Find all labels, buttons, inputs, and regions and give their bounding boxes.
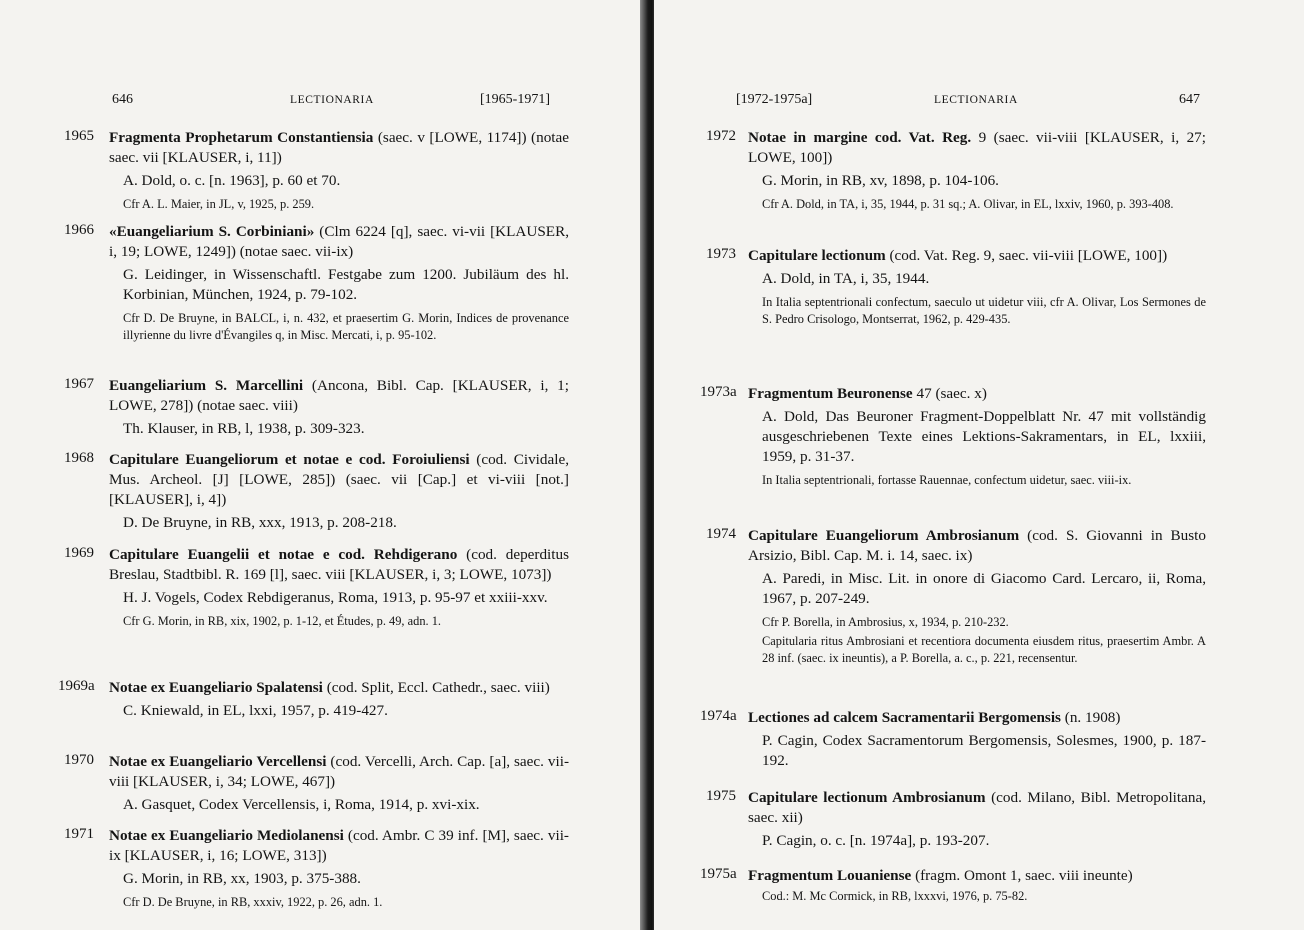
entry-number: 1965: [64, 128, 94, 144]
entry-number: 1968: [64, 450, 94, 466]
entry-number: 1969: [64, 545, 94, 561]
right-page-number: 647: [1179, 92, 1200, 107]
entry-detail: (cod. Vercelli, Arch. Cap. [a], saec. vii-viii [KLAUSER, i, 34; LOWE, 467]): [109, 753, 569, 790]
entry-number: 1967: [64, 376, 94, 392]
entry-detail: (Clm 6224 [q], saec. vi-vii [KLAUSER, i, 19; LOWE, 1249]) (notae saec. vii-ix): [109, 223, 569, 260]
entry-detail: (cod. Cividale, Mus. Archeol. [J] [LOWE, 285]) (saec. vii [Cap.] et vi-viii [not.] [KLAUSER], i, 4]): [109, 451, 569, 508]
entry-title: Lectiones ad calcem Sacramentarii Bergomensis: [748, 709, 1061, 726]
right-running-head: [654, 92, 1304, 112]
entry-citation: A. Dold, Das Beuroner Fragment-Doppelblatt Nr. 47 mit vollständig ausgeschriebenen Texte eines Lektions-Sakramentars, in EL, lxxiii, 1959, p. 31-37.: [762, 408, 1206, 465]
entry-number: 1970: [64, 752, 94, 768]
left-page: [0, 0, 644, 930]
entry-title: Capitulare lectionum: [748, 247, 886, 264]
entry-number: 1973a: [700, 384, 737, 400]
entry-detail: (n. 1908): [1060, 709, 1121, 726]
entry-citation: A. Paredi, in Misc. Lit. in onore di Giacomo Card. Lercaro, ii, Roma, 1967, p. 207-249.: [762, 570, 1206, 607]
entry-title: Fragmentum Louaniense: [748, 867, 912, 884]
entry-citation: P. Cagin, o. c. [n. 1974a], p. 193-207.: [762, 832, 990, 849]
entry-title: Fragmentum Beuronense: [748, 385, 913, 402]
entry-number: 1972: [706, 128, 736, 144]
entry-number: 1975a: [700, 866, 737, 882]
entry-citation: A. Dold, o. c. [n. 1963], p. 60 et 70.: [123, 172, 341, 189]
entry-title: Notae ex Euangeliario Mediolanensi: [109, 827, 344, 844]
left-page-number: 646: [112, 92, 133, 107]
entry-title: Capitulare lectionum Ambrosianum: [748, 789, 986, 806]
entry-title: Capitulare Euangeliorum Ambrosianum: [748, 527, 1020, 544]
entry-note: In Italia septentrionali confectum, saeculo ut uidetur viii, cfr A. Olivar, Los Sermones de S. Pedro Crisologo, Montserrat, 1962, p. 429-435.: [762, 295, 1206, 326]
entry-number: 1966: [64, 222, 94, 238]
entry-number: 1969a: [58, 678, 95, 694]
left-running-head: [0, 92, 644, 112]
entry-note-2: Capitularia ritus Ambrosiani et recentiora documenta eiusdem ritus, praesertim Ambr. A 28 inf. (saec. ix ineuntis), a P. Borella, a. c., p. 221, recensentur.: [762, 634, 1206, 665]
entry-note: Cfr A. Dold, in TA, i, 35, 1944, p. 31 sq.; A. Olivar, in EL, lxxiv, 1960, p. 393-408.: [762, 197, 1174, 211]
entry-citation: G. Morin, in RB, xv, 1898, p. 104-106.: [762, 172, 999, 189]
entry-citation: Th. Klauser, in RB, l, 1938, p. 309-323.: [123, 420, 365, 437]
entry-detail: 9 (saec. vii-viii [KLAUSER, i, 27; LOWE, 100]): [748, 129, 1206, 166]
right-range: [1972-1975a]: [736, 92, 813, 107]
entry-number: 1975: [706, 788, 736, 804]
entry-note: Cfr P. Borella, in Ambrosius, x, 1934, p. 210-232.: [762, 615, 1009, 629]
entry-citation: A. Gasquet, Codex Vercellensis, i, Roma, 1914, p. xvi-xix.: [123, 796, 480, 813]
left-running-title: LECTIONARIA: [290, 94, 374, 106]
entry-citation: D. De Bruyne, in RB, xxx, 1913, p. 208-218.: [123, 514, 397, 531]
entry-title: Euangeliarium S. Marcellini: [109, 377, 304, 394]
entry-detail: (cod. Vat. Reg. 9, saec. vii-viii [LOWE, 100]): [885, 247, 1168, 264]
entry-title: Fragmenta Prophetarum Constantiensia: [109, 129, 374, 146]
entry-title: Capitulare Euangelii et notae e cod. Rehdigerano: [109, 546, 458, 563]
entry-number: 1971: [64, 826, 94, 842]
entry-detail: (fragm. Omont 1, saec. viii ineunte): [911, 867, 1133, 884]
entry-detail: (cod. Ambr. C 39 inf. [M], saec. vii-ix [KLAUSER, i, 16; LOWE, 313]): [109, 827, 569, 864]
entry-title: Capitulare Euangeliorum et notae e cod. Foroiuliensi: [109, 451, 470, 468]
entry-title: Notae in margine cod. Vat. Reg.: [748, 129, 972, 146]
entry-detail: (cod. Split, Eccl. Cathedr., saec. viii): [322, 679, 550, 696]
entry-citation: C. Kniewald, in EL, lxxi, 1957, p. 419-427.: [123, 702, 388, 719]
entry-detail: (saec. v [LOWE, 1174]) (notae saec. vii [KLAUSER, i, 11]): [109, 129, 569, 166]
entry-title: «Euangeliarium S. Corbiniani»: [109, 223, 315, 240]
entry-detail: (cod. deperditus Breslau, Stadtbibl. R. 169 [l], saec. viii [KLAUSER, i, 3; LOWE, 1073]): [109, 546, 569, 583]
left-range: [1965-1971]: [480, 92, 550, 107]
entry-detail: (Ancona, Bibl. Cap. [KLAUSER, i, 1; LOWE, 278]) (notae saec. viii): [109, 377, 569, 414]
entry-citation: H. J. Vogels, Codex Rebdigeranus, Roma, 1913, p. 95-97 et xxiii-xxv.: [123, 589, 548, 606]
entry-note: Cfr A. L. Maier, in JL, v, 1925, p. 259.: [123, 197, 315, 211]
entry-note: Cod.: M. Mc Cormick, in RB, lxxxvi, 1976, p. 75-82.: [762, 889, 1028, 903]
entry-detail: (cod. S. Giovanni in Busto Arsizio, Bibl. Cap. M. i. 14, saec. ix): [748, 527, 1206, 564]
right-page: [654, 0, 1304, 930]
entry-title: Notae ex Euangeliario Spalatensi: [109, 679, 323, 696]
entry-number: 1974a: [700, 708, 737, 724]
entry-citation: P. Cagin, Codex Sacramentorum Bergomensis, Solesmes, 1900, p. 187-192.: [762, 732, 1206, 769]
entry-number: 1973: [706, 246, 736, 262]
entry-title: Notae ex Euangeliario Vercellensi: [109, 753, 327, 770]
entry-detail: (cod. Milano, Bibl. Metropolitana, saec. xii): [748, 789, 1206, 826]
entry-note: Cfr D. De Bruyne, in BALCL, i, n. 432, et praesertim G. Morin, Indices de provenance illyrienne du livre d'Évangiles q, in Misc. Mercati, i, p. 95-102.: [123, 311, 569, 342]
entry-citation: G. Morin, in RB, xx, 1903, p. 375-388.: [123, 870, 361, 887]
entry-note: In Italia septentrionali, fortasse Rauennae, confectum uidetur, saec. viii-ix.: [762, 473, 1132, 487]
entry-detail: 47 (saec. x): [912, 385, 987, 402]
entry-citation: A. Dold, in TA, i, 35, 1944.: [762, 270, 930, 287]
entry-note: Cfr G. Morin, in RB, xix, 1902, p. 1-12, et Études, p. 49, adn. 1.: [123, 614, 442, 628]
entry-note: Cfr D. De Bruyne, in RB, xxxiv, 1922, p. 26, adn. 1.: [123, 895, 383, 909]
entry-citation: G. Leidinger, in Wissenschaftl. Festgabe zum 1200. Jubiläum des hl. Korbinian, München, 1924, p. 79-102.: [123, 266, 569, 303]
right-running-title: LECTIONARIA: [934, 94, 1018, 106]
entry-number: 1974: [706, 526, 736, 542]
